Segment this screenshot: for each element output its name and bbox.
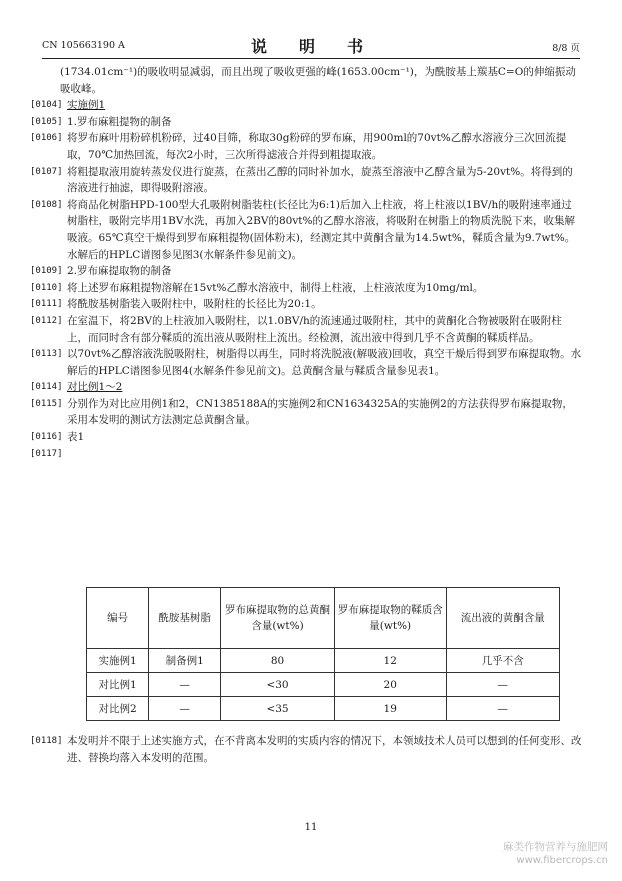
table-cell: 实施例1	[87, 649, 149, 673]
table-cell: 12	[334, 649, 446, 673]
paragraph-0113: [0113] 以70vt%乙醇溶液洗脱吸附柱，树脂得以再生，同时将洗脱液(解吸液)回收，真空干燥后得到罗布麻提取物。水解后的HPLC谱图参见图4(水解条件参见前文)。总黄酮含量与鞣质含量参见表1。	[30, 348, 582, 377]
paragraph-0118: [0118] 本发明并不限于上述实施方式，在不背离本发明的实质内容的情况下，本领域技术人员可以想到的任何变形、改进、替换均落入本发明的范围。	[30, 735, 582, 764]
paragraph-continued: (1734.01cm⁻¹)的吸收明显减弱，而且出现了吸收更强的峰(1653.00cm⁻¹)，为酰胺基上羰基C=O的伸缩振动吸收峰。	[60, 66, 576, 95]
document-title: 说 明 书	[250, 37, 371, 56]
watermark-title: 麻类作物营养与施肥网	[503, 841, 608, 853]
paragraph-0105: [0105] 1.罗布麻粗提物的制备	[30, 115, 172, 128]
paragraph-0114: [0114] 对比例1～2	[30, 381, 123, 394]
table-row	[87, 649, 560, 673]
table-header-row	[87, 588, 560, 649]
paragraph-0110: [0110] 将上述罗布麻粗提物溶解在15vt%乙醇水溶液中，制得上柱液，上柱液浓度为10mg/ml。	[30, 281, 484, 294]
table-cell: 80	[221, 649, 335, 673]
section-heading: 对比例1～2	[67, 381, 123, 394]
watermark-url: www.fibercrops.cn	[516, 855, 608, 866]
document-body: (1734.01cm⁻¹)的吸收明显减弱，而且出现了吸收更强的峰(1653.00cm⁻¹)，为酰胺基上羰基C=O的伸缩振动吸收峰。 [0104] 实施例1 [0105] 1.罗布麻粗提物的制备 [0106] 将罗布麻叶用粉碎机粉碎，过40目筛，称取30g粉碎的罗布麻，用900ml的70vt%乙醇水溶液分三次回流提取，70℃加热回流，每次2小时，三次所得滤液合并得到粗提取液。 [0107] 将粗提取液用旋转蒸发仪进行旋蒸，在蒸出乙醇的同时补加水，旋蒸至溶液中乙醇含量为5-20vt%。将得到的溶液进行抽滤，即得吸附溶液。 [0108] 将商品化树脂HPD-100型大孔吸附树脂装柱(长径比为6:1)后加入上柱液，将上柱液以1BV/h的吸附速率通过树脂柱，吸附完毕用1BV水洗，再加入2BV的80vt%的乙醇水溶液，将吸附在树脂上的物质洗脱下来，收集解吸液。65℃真空干燥得到罗布麻粗提物(固体粉末)，经测定其中黄酮含量为14.5wt%，鞣质含量为9.7wt%。水解后的HPLC谱图参见图3(水解条件参见前文)。 [0109] 2.罗布麻提取物的制备 [0110] 将上述罗布麻粗提物溶解在15vt%乙醇水溶液中，制得上柱液，上柱液浓度为10mg/ml。 [0111] 将酰胺基树脂装入吸附柱中，吸附柱的长径比为20:1。 [0112] 在室温下，将2BV的上柱液加入吸附柱，以1.0BV/h的流速通过吸附柱，其中的黄酮化合物被吸附在吸附柱上，而同时含有部分鞣质的流出液从吸附柱上流出。经检测，流出液中得到几乎不含黄酮的鞣质样品。 [0113] 以70vt%乙醇溶液洗脱吸附柱，树脂得以再生，同时将洗脱液(解吸液)回收，真空干燥后得到罗布麻提取物。水解后的HPLC谱图参见图4(水解条件参见前文)。总黄酮含量与鞣质含量参见表1。 [0114] 对比例1～2 [0115] 分别作为对比应用例1和2，CN1385188A的实施例2和CN1634325A的实施例2的方法获得罗布麻提取物，采用本发明的测试方法测定总黄酮含量。 [0116] 表1 [0117]	[30, 66, 582, 459]
paragraph-0111: [0111] 将酰胺基树脂装入吸附柱中，吸附柱的长径比为20:1。	[30, 298, 322, 311]
data-table	[86, 587, 560, 721]
watermark	[503, 840, 608, 868]
table-cell: 20	[334, 673, 446, 697]
table-cell: 对比例1	[87, 673, 149, 697]
document-body-end	[30, 733, 582, 766]
table-row	[87, 697, 560, 721]
paragraph-0109: [0109] 2.罗布麻提取物的制备	[30, 265, 172, 278]
paragraph-0107: [0107] 将粗提取液用旋转蒸发仪进行旋蒸，在蒸出乙醇的同时补加水，旋蒸至溶液中乙醇含量为5-20vt%。将得到的溶液进行抽滤，即得吸附溶液。	[30, 165, 573, 195]
paragraph-0112: [0112] 在室温下，将2BV的上柱液加入吸附柱，以1.0BV/h的流速通过吸附柱，其中的黄酮化合物被吸附在吸附柱上，而同时含有部分鞣质的流出液从吸附柱上流出。经检测，流出液中得到几乎不含黄酮的鞣质样品。	[30, 314, 562, 344]
table-header-cell: 编号	[87, 588, 149, 649]
table-cell: <35	[221, 697, 335, 721]
paragraph-0104: [0104] 实施例1	[30, 99, 106, 112]
table-cell: 19	[334, 697, 446, 721]
table-cell: —	[446, 697, 559, 721]
paragraph-0115: [0115] 分别作为对比应用例1和2，CN1385188A的实施例2和CN1634325A的实施例2的方法获得罗布麻提取物，采用本发明的测试方法测定总黄酮含量。	[30, 397, 573, 427]
patent-number: CN 105663190 A	[42, 40, 125, 51]
table-cell: —	[149, 673, 221, 697]
paragraph-0106: [0106] 将罗布麻叶用粉碎机粉碎，过40目筛，称取30g粉碎的罗布麻，用900ml的70vt%乙醇水溶液分三次回流提取，70℃加热回流，每次2小时，三次所得滤液合并得到粗提取液。	[30, 132, 567, 161]
page-header	[42, 32, 580, 59]
section-heading: 实施例1	[67, 99, 106, 112]
paragraph-0108: [0108] 将商品化树脂HPD-100型大孔吸附树脂装柱(长径比为6:1)后加入上柱液，将上柱液以1BV/h的吸附速率通过树脂柱，吸附完毕用1BV水洗，再加入2BV的80vt%的乙醇水溶液，将吸附在树脂上的物质洗脱下来，收集解吸液。65℃真空干燥得到罗布麻粗提物(固体粉末)，经测定其中黄酮含量为14.5wt%，鞣质含量为9.7wt%。水解后的HPLC谱图参见图3(水解条件参见前文)。	[30, 198, 576, 261]
table-cell: —	[149, 697, 221, 721]
page-indicator: 8/8 页	[552, 43, 580, 54]
table-header-cell: 罗布麻提取物的鞣质含量(wt%)	[334, 588, 446, 649]
table-header-cell: 流出液的黄酮含量	[446, 588, 559, 649]
table-cell: 制备例1	[149, 649, 221, 673]
table-cell: 几乎不含	[446, 649, 559, 673]
table-cell: 对比例2	[87, 697, 149, 721]
table-row	[87, 673, 560, 697]
table-cell: <30	[221, 673, 335, 697]
page-number: 11	[304, 822, 318, 833]
paragraph-0116: [0116] 表1	[30, 431, 85, 444]
table-cell: —	[446, 673, 559, 697]
table-header-cell: 罗布麻提取物的总黄酮含量(wt%)	[221, 588, 335, 649]
table-header-cell: 酰胺基树脂	[149, 588, 221, 649]
